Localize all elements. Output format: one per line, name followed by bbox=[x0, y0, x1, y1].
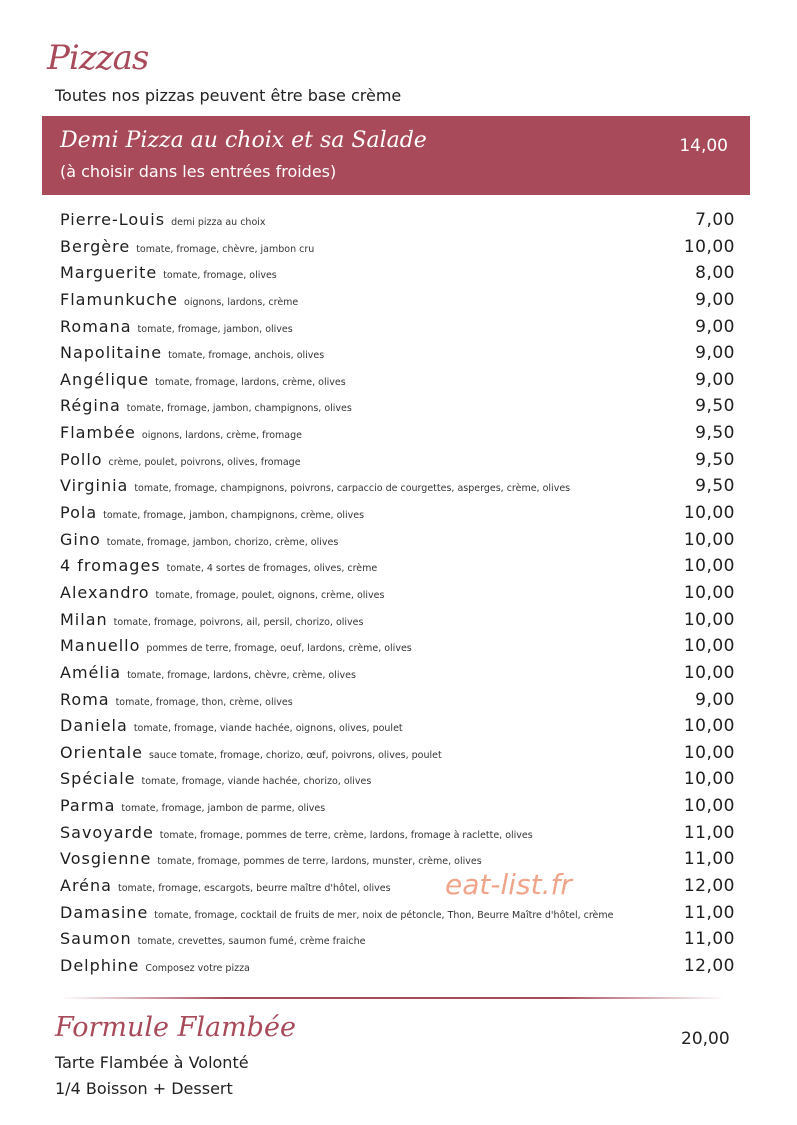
item-name: Angélique bbox=[60, 369, 150, 389]
banner-title: Demi Pizza au choix et sa Salade bbox=[60, 128, 427, 153]
menu-item bbox=[60, 690, 735, 717]
item-name: Orientale bbox=[60, 742, 143, 762]
item-price: 7,00 bbox=[695, 210, 735, 230]
item-price: 9,50 bbox=[695, 476, 735, 497]
item-price: 10,00 bbox=[683, 769, 735, 790]
item-description: tomate, fromage, viande hachée, oignons, olives, poulet bbox=[133, 723, 403, 735]
item-price: 9,00 bbox=[695, 689, 735, 710]
item-description: tomate, crevettes, saumon fumé, crème fraiche bbox=[137, 936, 366, 948]
item-price: 9,00 bbox=[695, 343, 735, 364]
item-name: Gino bbox=[60, 529, 101, 549]
item-name: Vosgienne bbox=[60, 849, 152, 869]
menu-item bbox=[60, 370, 735, 397]
item-name: Delphine bbox=[60, 955, 140, 975]
item-price: 10,00 bbox=[683, 609, 735, 630]
item-price: 12,00 bbox=[683, 876, 735, 897]
formule-line-2: 1/4 Boisson + Dessert bbox=[55, 1079, 233, 1098]
item-price: 11,00 bbox=[683, 822, 735, 843]
item-description: demi pizza au choix bbox=[171, 217, 266, 228]
menu-item bbox=[60, 263, 735, 290]
menu-item bbox=[60, 423, 735, 450]
item-description: tomate, fromage, anchois, olives bbox=[168, 350, 325, 362]
item-price: 10,00 bbox=[683, 503, 735, 524]
menu-item bbox=[60, 450, 735, 477]
item-name: Manuello bbox=[60, 636, 141, 656]
menu-item bbox=[60, 530, 735, 557]
item-name: Daniela bbox=[60, 716, 128, 736]
item-price: 9,50 bbox=[695, 449, 735, 470]
item-name: Bergère bbox=[60, 236, 131, 256]
item-description: tomate, fromage, cocktail de fruits de mer, noix de pétoncle, Thon, Beurre Maître d'hôtel, crème bbox=[154, 909, 614, 921]
menu-item bbox=[60, 823, 735, 850]
item-price: 12,00 bbox=[683, 955, 735, 976]
page-subtitle: Toutes nos pizzas peuvent être base crème bbox=[55, 86, 402, 105]
item-name: Pierre-Louis bbox=[60, 210, 166, 229]
menu-item bbox=[60, 237, 735, 264]
half-pizza-banner bbox=[42, 116, 750, 195]
menu-item bbox=[60, 636, 735, 663]
watermark: eat-list.fr bbox=[445, 868, 572, 901]
item-description: oignons, lardons, crème bbox=[184, 296, 299, 308]
item-price: 10,00 bbox=[683, 662, 735, 683]
item-price: 10,00 bbox=[683, 236, 735, 257]
item-name: Saumon bbox=[60, 929, 132, 949]
banner-subtitle: (à choisir dans les entrées froides) bbox=[60, 162, 337, 181]
item-name: Pollo bbox=[60, 449, 103, 469]
item-price: 9,00 bbox=[695, 316, 735, 337]
item-name: Milan bbox=[60, 609, 108, 629]
item-description: pommes de terre, fromage, oeuf, lardons, crème, olives bbox=[146, 643, 412, 655]
item-description: tomate, fromage, chèvre, jambon cru bbox=[136, 243, 315, 255]
menu-item bbox=[60, 929, 735, 956]
item-description: tomate, fromage, jambon, chorizo, crème, olives bbox=[106, 536, 339, 548]
item-name: Pola bbox=[60, 503, 98, 523]
item-name: Roma bbox=[60, 689, 110, 709]
menu-item bbox=[60, 583, 735, 610]
item-description: tomate, fromage, lardons, chèvre, crème, olives bbox=[127, 669, 356, 681]
item-price: 11,00 bbox=[683, 849, 735, 870]
menu-item bbox=[60, 343, 735, 370]
item-description: sauce tomate, fromage, chorizo, œuf, poivrons, olives, poulet bbox=[148, 749, 442, 761]
item-price: 9,50 bbox=[695, 396, 735, 417]
menu-item bbox=[60, 396, 735, 423]
item-price: 10,00 bbox=[683, 582, 735, 603]
item-description: tomate, fromage, jambon de parme, olives bbox=[121, 803, 326, 815]
menu-item bbox=[60, 849, 735, 876]
item-description: tomate, fromage, jambon, champignons, olives bbox=[126, 403, 352, 415]
item-price: 10,00 bbox=[683, 556, 735, 577]
item-price: 10,00 bbox=[683, 716, 735, 737]
item-name: Romana bbox=[60, 316, 132, 336]
item-price: 10,00 bbox=[683, 529, 735, 550]
menu-item bbox=[60, 876, 735, 903]
menu-item bbox=[60, 503, 735, 530]
item-name: Damasine bbox=[60, 902, 149, 922]
item-price: 9,00 bbox=[695, 289, 735, 310]
item-name: Régina bbox=[60, 396, 121, 416]
item-description: tomate, fromage, poulet, oignons, crème, olives bbox=[155, 589, 385, 601]
item-price: 8,00 bbox=[695, 263, 735, 284]
item-price: 10,00 bbox=[683, 636, 735, 657]
item-description: tomate, fromage, jambon, champignons, crème, olives bbox=[103, 510, 365, 522]
item-name: Parma bbox=[60, 796, 116, 816]
item-description: tomate, fromage, escargots, beurre maître d'hôtel, olives bbox=[117, 883, 391, 895]
item-description: tomate, fromage, viande hachée, chorizo, olives bbox=[141, 776, 372, 788]
menu-item bbox=[60, 663, 735, 690]
pizza-list bbox=[60, 210, 735, 983]
section-divider bbox=[60, 997, 725, 999]
item-price: 11,00 bbox=[683, 929, 735, 950]
item-name: Aréna bbox=[60, 876, 112, 896]
page-title: Pizzas bbox=[47, 38, 149, 78]
item-description: oignons, lardons, crème, fromage bbox=[141, 430, 302, 442]
item-name: Flamunkuche bbox=[60, 289, 179, 309]
menu-item bbox=[60, 556, 735, 583]
menu-item bbox=[60, 903, 735, 930]
item-price: 10,00 bbox=[683, 796, 735, 817]
menu-item bbox=[60, 716, 735, 743]
item-description: tomate, fromage, pommes de terre, lardons, munster, crème, olives bbox=[157, 856, 482, 868]
item-name: Napolitaine bbox=[60, 343, 163, 363]
item-name: Virginia bbox=[60, 476, 129, 496]
menu-item bbox=[60, 956, 735, 983]
menu-item bbox=[60, 317, 735, 344]
menu-item bbox=[60, 610, 735, 637]
menu-item bbox=[60, 769, 735, 796]
item-price: 9,50 bbox=[695, 423, 735, 444]
item-price: 11,00 bbox=[683, 902, 735, 923]
item-name: Savoyarde bbox=[60, 822, 154, 842]
menu-item bbox=[60, 290, 735, 317]
item-description: tomate, fromage, lardons, crème, olives bbox=[155, 376, 346, 388]
item-price: 10,00 bbox=[683, 742, 735, 763]
menu-item bbox=[60, 743, 735, 770]
menu-item bbox=[60, 476, 735, 503]
formule-line-1: Tarte Flambée à Volonté bbox=[55, 1053, 249, 1072]
item-description: crème, poulet, poivrons, olives, fromage bbox=[108, 456, 301, 468]
item-name: Amélia bbox=[60, 662, 122, 682]
menu-item bbox=[60, 796, 735, 823]
item-description: Composez votre pizza bbox=[145, 962, 250, 974]
item-description: tomate, fromage, thon, crème, olives bbox=[115, 696, 293, 708]
item-description: tomate, fromage, poivrons, ail, persil, chorizo, olives bbox=[113, 616, 364, 628]
item-name: Flambée bbox=[60, 423, 136, 443]
item-name: Marguerite bbox=[60, 263, 158, 283]
item-description: tomate, fromage, jambon, olives bbox=[137, 323, 293, 335]
item-description: tomate, fromage, champignons, poivrons, carpaccio de courgettes, asperges, crème, olives bbox=[134, 483, 571, 495]
formule-price: 20,00 bbox=[681, 1029, 730, 1049]
item-name: 4 fromages bbox=[60, 556, 161, 576]
item-description: tomate, fromage, olives bbox=[163, 270, 277, 282]
item-description: tomate, 4 sortes de fromages, olives, crème bbox=[166, 563, 378, 575]
item-name: Alexandro bbox=[60, 582, 150, 602]
menu-item bbox=[60, 210, 735, 237]
formule-title: Formule Flambée bbox=[55, 1012, 296, 1043]
item-price: 9,00 bbox=[695, 369, 735, 390]
item-name: Spéciale bbox=[60, 769, 136, 789]
item-description: tomate, fromage, pommes de terre, crème, lardons, fromage à raclette, olives bbox=[159, 829, 533, 841]
banner-price: 14,00 bbox=[679, 136, 728, 156]
